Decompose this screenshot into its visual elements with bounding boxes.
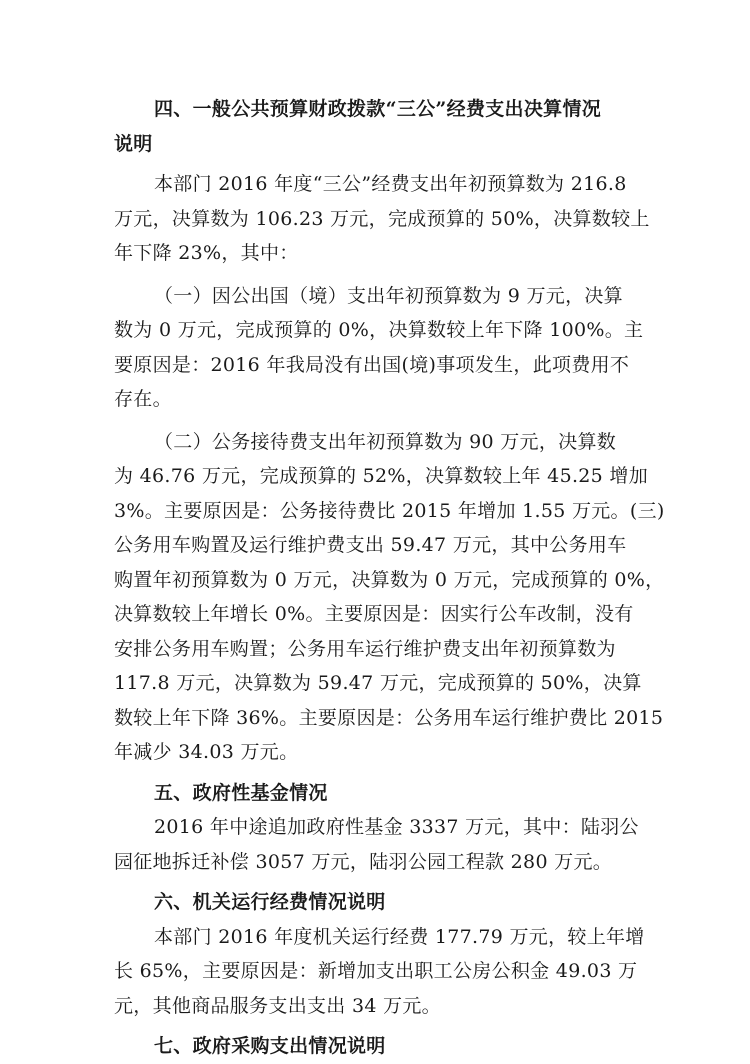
section-6-title: 六、机关运行经费情况说明	[154, 891, 386, 913]
paragraph-line: （二）公务接待费支出年初预算数为 90 万元，决算数	[154, 430, 617, 453]
paragraph-line: 存在。	[114, 388, 172, 410]
paragraph-line: 3%。主要原因是：公务接待费比 2015 年增加 1.55 万元。(三)	[114, 499, 665, 522]
paragraph-line: 长 65%，主要原因是：新增加支出职工公房公积金 49.03 万	[114, 960, 638, 982]
paragraph-line: 117.8 万元，决算数为 59.47 万元，完成预算的 50%，决算	[114, 672, 642, 694]
section-4-title-line-1: 四、一般公共预算财政拨款“三公”经费支出决算情况	[154, 98, 602, 120]
paragraph-line: 要原因是：2016 年我局没有出国(境)事项发生，此项费用不	[114, 353, 630, 376]
paragraph-line: 决算数较上年增长 0%。主要原因是：因实行公车改制，没有	[114, 603, 634, 625]
paragraph-line: 安排公务用车购置；公务用车运行维护费支出年初预算数为	[114, 637, 616, 660]
paragraph-line: 年下降 23%，其中：	[114, 242, 299, 264]
paragraph-line: 为 46.76 万元，完成预算的 52%，决算数较上年 45.25 增加	[114, 465, 649, 487]
paragraph-line: 数较上年下降 36%。主要原因是：公务用车运行维护费比 2015	[114, 706, 664, 729]
section-4-title-line-2: 说明	[114, 132, 153, 155]
paragraph-line: 2016 年中途追加政府性基金 3337 万元，其中：陆羽公	[154, 816, 639, 838]
paragraph-line: 本部门 2016 年度“三公”经费支出年初预算数为 216.8	[154, 173, 627, 195]
paragraph-line: 园征地拆迁补偿 3057 万元，陆羽公园工程款 280 万元。	[114, 850, 613, 873]
paragraph-line: （一）因公出国（境）支出年初预算数为 9 万元，决算	[154, 284, 623, 307]
paragraph-line: 年减少 34.03 万元。	[114, 741, 299, 763]
paragraph-line: 元，其他商品服务支出支出 34 万元。	[114, 994, 441, 1017]
paragraph-line: 购置年初预算数为 0 万元，决算数为 0 万元，完成预算的 0%，	[114, 568, 665, 591]
paragraph-line: 公务用车购置及运行维护费支出 59.47 万元，其中公务用车	[114, 534, 627, 556]
section-5-title: 五、政府性基金情况	[154, 781, 328, 804]
paragraph-line: 本部门 2016 年度机关运行经费 177.79 万元，较上年增	[154, 925, 645, 948]
paragraph-line: 万元，决算数为 106.23 万元，完成预算的 50%，决算数较上	[114, 207, 650, 230]
section-7-title: 七、政府采购支出情况说明	[154, 1035, 386, 1057]
paragraph-line: 数为 0 万元，完成预算的 0%，决算数较上年下降 100%。主	[114, 319, 644, 341]
